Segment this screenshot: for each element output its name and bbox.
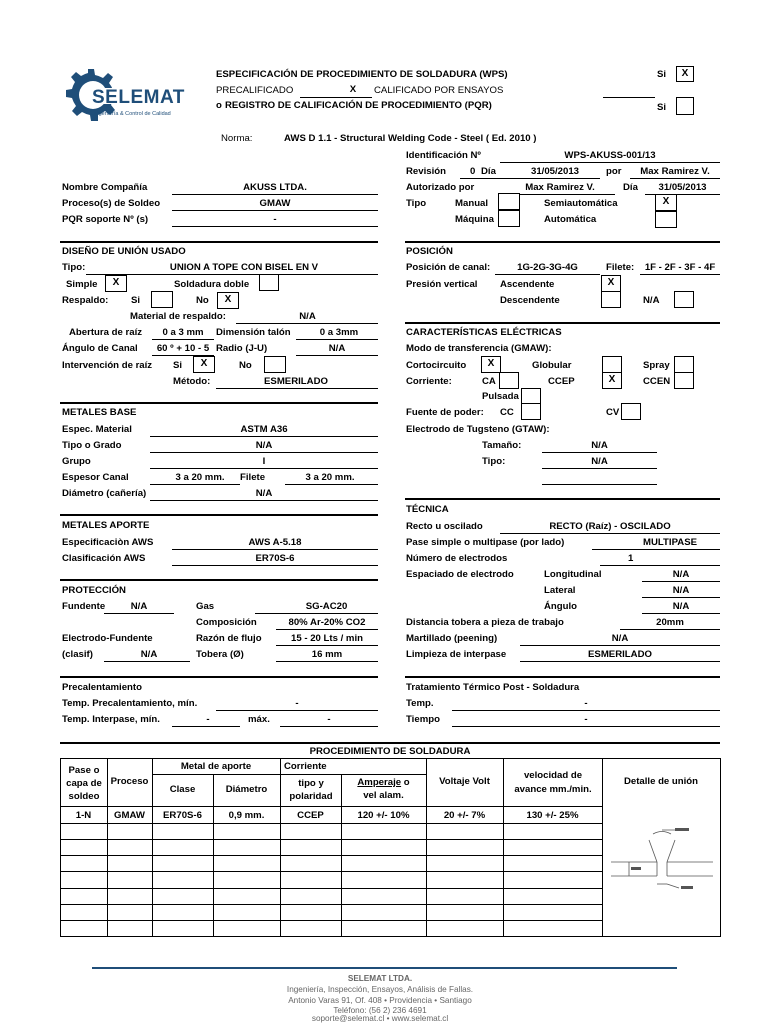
lateral-value: N/A	[672, 585, 690, 596]
base-metals-title: METALES BASE	[62, 407, 137, 418]
procedure-title: PROCEDIMIENTO DE SOLDADURA	[309, 746, 471, 757]
angulo-canal-value: 60 º + 10 - 5	[156, 343, 210, 354]
composicion-value: 80% Ar-20% CO2	[288, 617, 366, 628]
footer-phone: Teléfono: (56 2) 236 4691	[333, 1006, 427, 1015]
ca-label: CA	[482, 376, 496, 387]
preheat-title: Precalentamiento	[62, 682, 142, 693]
longitudinal-label: Longitudinal	[544, 569, 602, 580]
descendente-checkbox[interactable]	[601, 291, 621, 308]
spray-checkbox[interactable]	[674, 356, 694, 373]
max-label: máx.	[248, 714, 270, 725]
tipo-label: Tipo	[406, 198, 427, 209]
ccen-checkbox[interactable]	[674, 372, 694, 389]
pqr-soporte-label: PQR soporte Nº (s)	[62, 214, 149, 225]
joint-tipo-label: Tipo:	[62, 262, 86, 273]
material-respaldo-label: Material de respaldo:	[130, 311, 226, 322]
clasif-value: N/A	[140, 649, 158, 660]
joint-tipo-value: UNION A TOPE CON BISEL EN V	[169, 262, 319, 273]
revision-label: Revisión	[406, 166, 446, 177]
grupo-label: Grupo	[62, 456, 91, 467]
procedure-table	[60, 758, 721, 937]
pqr-soporte-value: -	[273, 214, 277, 225]
por-value: Max Ramirez V.	[640, 166, 710, 177]
footer-address: Antonio Varas 91, Of. 408 • Providencia • Santiago	[288, 996, 472, 1005]
distancia-value: 20mm	[656, 617, 684, 628]
intervencion-no-label: No	[239, 360, 252, 371]
tobera-value: 16 mm	[311, 649, 343, 660]
col-voltaje-header: Voltaje Volt	[439, 776, 490, 787]
tobera-label: Tobera (Ø)	[196, 649, 244, 660]
lateral-label: Lateral	[544, 585, 576, 596]
row1-tipo: CCEP	[297, 810, 324, 821]
col-diametro-header: Diámetro	[225, 784, 268, 795]
pwht-tiempo-label: Tiempo	[406, 714, 440, 725]
ca-checkbox[interactable]	[499, 372, 519, 389]
footer-contact: soporte@selemat.cl • www.selemat.cl	[311, 1014, 449, 1023]
filler-clasif-value: ER70S-6	[255, 553, 295, 564]
composicion-label: Composición	[196, 617, 257, 628]
filler-espec-label: Especificaciòn AWS	[62, 537, 154, 548]
preheat-min-label: Temp. Precalentamiento, mín.	[62, 698, 198, 709]
limpieza-value: ESMERILADO	[588, 649, 652, 660]
metodo-value: ESMERILADO	[264, 376, 328, 387]
technique-title: TÉCNICA	[406, 504, 449, 515]
precalificado-mark: X	[349, 84, 357, 95]
espesor-value: 3 a 20 mm.	[175, 472, 225, 483]
col-tipo-header: tipo y polaridad	[289, 778, 333, 802]
col-proceso-header: Proceso	[110, 776, 149, 787]
spray-label: Spray	[643, 360, 670, 371]
revision-dia-label: Día	[481, 166, 496, 177]
tungsteno-label: Electrodo de Tugsteno (GTAW):	[406, 424, 550, 435]
globular-label: Globular	[532, 360, 572, 371]
clasif-label: (clasif)	[62, 649, 93, 660]
row1-voltaje: 20 +/- 7%	[443, 810, 486, 821]
pase-value: MULTIPASE	[642, 537, 697, 548]
numero-value: 1	[628, 553, 634, 564]
cv-checkbox[interactable]	[621, 403, 641, 420]
cv-label: CV	[606, 407, 620, 418]
semiauto-label: Semiautomática	[544, 198, 618, 209]
respaldo-si-checkbox[interactable]	[151, 291, 173, 308]
norma-label: Norma:	[221, 133, 253, 144]
pwht-temp-value: -	[584, 698, 588, 709]
angulo-canal-label: Ángulo de Canal	[62, 343, 138, 354]
ascendente-checkbox[interactable]: X	[601, 275, 621, 292]
modo-label: Modo de transferencia (GMAW):	[406, 343, 552, 354]
filler-title: METALES APORTE	[62, 520, 150, 531]
row1-diametro: 0,9 mm.	[228, 810, 265, 821]
autorizado-dia-label: Día	[623, 182, 638, 193]
amperaje-o-label: o	[403, 777, 410, 788]
nombre-label: Nombre Compañía	[62, 182, 148, 193]
talon-label: Dimensión talón	[216, 327, 291, 338]
amperaje-label: Amperaje	[357, 777, 402, 788]
posicion-filete-value: 1F - 2F - 3F - 4F	[644, 262, 716, 273]
footer-company: SELEMAT LTDA.	[347, 974, 413, 983]
maquina-label: Máquina	[455, 214, 494, 225]
electrical-title: CARACTERÍSTICAS ELÉCTRICAS	[406, 327, 562, 338]
talon-value: 0 a 3mm	[319, 327, 359, 338]
simple-label: Simple	[66, 279, 98, 290]
nombre-value: AKUSS LTDA.	[243, 182, 307, 193]
tamano-value: N/A	[591, 440, 608, 451]
grado-value: N/A	[255, 440, 273, 451]
precalificado-label: PRECALIFICADO	[216, 85, 294, 96]
row1-proceso: GMAW	[114, 810, 145, 821]
ccep-checkbox[interactable]: X	[602, 372, 622, 389]
martillado-value: N/A	[611, 633, 629, 644]
col-detalle-header: Detalle de unión	[623, 776, 699, 787]
gas-value: SG-AC20	[305, 601, 348, 612]
position-na-checkbox[interactable]	[674, 291, 694, 308]
procesos-label: Proceso(s) de Soldeo	[62, 198, 161, 209]
numero-label: Número de electrodos	[406, 553, 508, 564]
espesor-filete-label: Filete	[240, 472, 266, 483]
metodo-label: Método:	[173, 376, 211, 387]
automatica-checkbox[interactable]	[655, 211, 677, 228]
ccen-label: CCEN	[643, 376, 671, 387]
grado-label: Tipo o Grado	[62, 440, 122, 451]
wps-si-label: Si	[657, 69, 667, 80]
posicion-canal-value: 1G-2G-3G-4G	[517, 262, 578, 273]
intervencion-si-checkbox[interactable]: X	[193, 356, 215, 373]
simple-checkbox[interactable]: X	[105, 275, 127, 292]
position-title: POSICIÓN	[406, 246, 453, 257]
intervencion-si-label: Si	[173, 360, 183, 371]
pqr-title: REGISTRO DE CALIFICACIÓN DE PROCEDIMIENTO (PQR)	[225, 100, 492, 111]
semiauto-checkbox[interactable]: X	[655, 194, 677, 211]
pwht-temp-label: Temp.	[406, 698, 434, 709]
cc-checkbox[interactable]	[521, 403, 541, 420]
col-pase-header: Pase o capa de soldeo	[66, 765, 102, 802]
radio-label: Radio (J-U)	[216, 343, 268, 354]
manual-label: Manual	[455, 198, 489, 209]
autorizado-label: Autorizado por	[406, 182, 475, 193]
logo-name: SELEMAT	[92, 87, 185, 108]
wps-checkbox[interactable]: X	[676, 66, 694, 82]
espesor-filete-value: 3 a 20 mm.	[305, 472, 355, 483]
por-label: por	[606, 166, 622, 177]
col-velocidad-header: velocidad de avance mm./min.	[514, 770, 592, 795]
espec-material-label: Espec. Material	[62, 424, 132, 435]
distancia-label: Distancia tobera a pieza de trabajo	[406, 617, 564, 628]
ccep-label: CCEP	[548, 376, 575, 387]
radio-value: N/A	[328, 343, 346, 354]
pqr-checkbox[interactable]	[676, 97, 694, 115]
procesos-value: GMAW	[259, 198, 291, 209]
abertura-value: 0 a 3 mm	[162, 327, 204, 338]
row1-amperaje: 120 +/- 10%	[357, 810, 410, 821]
recto-value: RECTO (Raíz) - OSCILADO	[549, 521, 671, 532]
tungsteno-tipo-label: Tipo:	[482, 456, 506, 467]
respaldo-no-label: No	[196, 295, 209, 306]
o-label: o	[216, 100, 222, 111]
descendente-label: Descendente	[500, 295, 560, 306]
doble-checkbox[interactable]	[259, 274, 279, 291]
gas-label: Gas	[196, 601, 215, 612]
presion-vertical-label: Presión vertical	[406, 279, 478, 290]
id-label: Identificación Nº	[406, 150, 481, 161]
manual-checkbox[interactable]	[498, 193, 520, 210]
flujo-value: 15 - 20 Lts / min	[291, 633, 363, 644]
revision-dia-value: 31/05/2013	[530, 166, 579, 177]
pwht-title: Tratamiento Térmico Post - Soldadura	[406, 682, 580, 693]
preheat-min-value: -	[295, 698, 299, 709]
autorizado-dia-value: 31/05/2013	[658, 182, 707, 193]
espec-material-value: ASTM A36	[240, 424, 288, 435]
diametro-label: Diámetro (cañería)	[62, 488, 147, 499]
filler-espec-value: AWS A-5.18	[248, 537, 302, 548]
footer-services: Ingeniería, Inspección, Ensayos, Análisis de Fallas.	[286, 985, 474, 994]
intervencion-no-checkbox[interactable]	[264, 356, 286, 373]
recto-label: Recto u oscilado	[406, 521, 483, 532]
fundente-label: Fundente	[62, 601, 106, 612]
row1-clase: ER70S-6	[163, 810, 202, 821]
joint-detail-diagram	[609, 828, 715, 908]
pulsada-label: Pulsada	[482, 391, 519, 402]
joint-title: DISEÑO DE UNIÓN USADO	[62, 246, 186, 257]
respaldo-no-checkbox[interactable]: X	[217, 292, 239, 309]
limpieza-label: Limpieza de interpase	[406, 649, 507, 660]
automatica-label: Automática	[544, 214, 597, 225]
interpase-label: Temp. Interpase, mín.	[62, 714, 160, 725]
revision-value: 0	[470, 166, 476, 177]
interpase-value: -	[206, 714, 210, 725]
pqr-si-label: Si	[657, 102, 667, 113]
grupo-value: I	[262, 456, 266, 467]
row1-pase: 1-N	[75, 810, 92, 821]
col-vel-header: vel alam.	[363, 790, 404, 801]
max-value: -	[327, 714, 331, 725]
selemat-logo	[58, 61, 208, 141]
corto-label: Cortocircuito	[406, 360, 467, 371]
pase-label: Pase simple o multipase (por lado)	[406, 537, 565, 548]
fuente-label: Fuente de poder:	[406, 407, 484, 418]
doble-label: Soldadura doble	[174, 279, 250, 290]
espesor-label: Espesor Canal	[62, 472, 129, 483]
material-respaldo-value: N/A	[299, 311, 316, 322]
tamano-label: Tamaño:	[482, 440, 522, 451]
respaldo-label: Respaldo:	[62, 295, 109, 306]
angulo-tec-value: N/A	[672, 601, 690, 612]
row1-velocidad: 130 +/- 25%	[526, 810, 579, 821]
pwht-tiempo-value: -	[584, 714, 588, 725]
globular-checkbox[interactable]	[602, 356, 622, 373]
fundente-value: N/A	[130, 601, 148, 612]
longitudinal-value: N/A	[672, 569, 690, 580]
abertura-label: Abertura de raíz	[69, 327, 143, 338]
posicion-canal-label: Posición de canal:	[406, 262, 491, 273]
norma-value: AWS D 1.1 - Structural Welding Code - Steel ( Ed. 2010 )	[284, 133, 537, 144]
ascendente-label: Ascendente	[500, 279, 555, 290]
espaciado-label: Espaciado de electrodo	[406, 569, 514, 580]
respaldo-si-label: Si	[131, 295, 141, 306]
id-value: WPS-AKUSS-001/13	[564, 150, 656, 161]
cc-label: CC	[500, 407, 514, 418]
filler-clasif-label: Clasificación AWS	[62, 553, 146, 564]
electrodo-fundente-label: Electrodo-Fundente	[62, 633, 153, 644]
protection-title: PROTECCIÓN	[62, 585, 126, 596]
martillado-label: Martillado (peening)	[406, 633, 498, 644]
tungsteno-tipo-value: N/A	[591, 456, 608, 467]
wps-title: ESPECIFICACIÓN DE PROCEDIMIENTO DE SOLDADURA (WPS)	[216, 69, 508, 80]
footer-rule	[92, 967, 677, 969]
flujo-label: Razón de flujo	[196, 633, 262, 644]
calificado-label: CALIFICADO POR ENSAYOS	[374, 85, 504, 96]
posicion-filete-label: Filete:	[606, 262, 635, 273]
corriente-label: Corriente:	[406, 376, 452, 387]
maquina-checkbox[interactable]	[498, 210, 520, 227]
col-corriente-header: Corriente	[284, 761, 327, 772]
angulo-tec-label: Ángulo	[544, 601, 578, 612]
logo-tagline: Ingeniería & Control de Calidad	[94, 111, 171, 117]
intervencion-label: Intervención de raíz	[62, 360, 153, 371]
diametro-value: N/A	[255, 488, 273, 499]
corto-checkbox[interactable]: X	[481, 356, 501, 373]
col-clase-header: Clase	[169, 784, 196, 795]
position-na-label: N/A	[643, 295, 660, 306]
autorizado-value: Max Ramirez V.	[525, 182, 595, 193]
col-amperaje-header	[341, 777, 426, 789]
col-metal-header: Metal de aporte	[180, 761, 252, 772]
